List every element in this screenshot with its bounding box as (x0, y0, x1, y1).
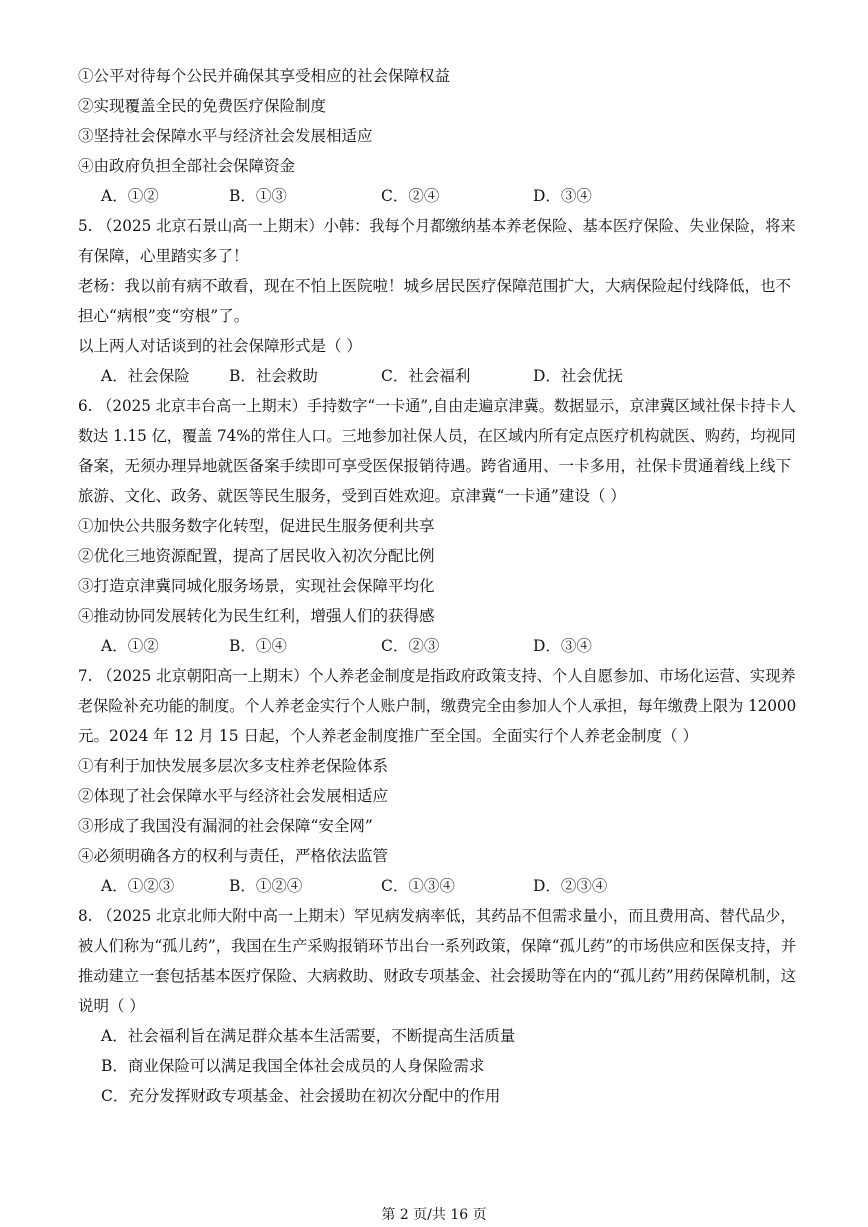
question-5-stem: 老杨：我以前有病不敢看，现在不怕上医院啦！城乡居民医疗保障范围扩大，大病保险起付线降低，也不 (78, 277, 792, 295)
option-b: B．社会救助 (229, 367, 318, 385)
option-d: D．③④ (533, 187, 592, 205)
question-6-stem: 数达 1.15 亿，覆盖 74%的常住人口。三地参加社保人员，在区域内所有定点医疗机构就医、购药，均视同 (78, 427, 796, 445)
statement-2: ②实现覆盖全民的免费医疗保险制度 (78, 97, 327, 115)
question-7-stem: 元。2024 年 12 月 15 日起，个人养老金制度推广至全国。全面实行个人养老金制度（ ） (78, 727, 698, 745)
question-6-stem: 备案，无须办理异地就医备案手续即可享受医保报销待遇。跨省通用、一卡多用，社保卡贯通着线上线下 (78, 457, 792, 475)
option-a: A．①② (101, 187, 159, 205)
question-8-stem: 说明（ ） (78, 997, 145, 1015)
option-c: C．①③④ (381, 877, 455, 895)
option-a: A．①② (101, 637, 159, 655)
option-c: C．充分发挥财政专项基金、社会援助在初次分配中的作用 (101, 1087, 501, 1105)
statement-4: ④由政府负担全部社会保障资金 (78, 157, 296, 175)
option-d: D．②③④ (533, 877, 608, 895)
statement-1: ①加快公共服务数字化转型，促进民生服务便利共享 (78, 517, 435, 535)
question-7-stem: 老保险补充功能的制度。个人养老金实行个人账户制，缴费完全由参加人个人承担，每年缴费上限为 12000 (78, 697, 797, 715)
option-b: B．商业保险可以满足我国全体社会成员的人身保险需求 (101, 1057, 485, 1075)
option-a: A．①②③ (101, 877, 175, 895)
statement-1: ①有利于加快发展多层次多支柱养老保险体系 (78, 757, 389, 775)
question-8-stem: 被人们称为“孤儿药”，我国在生产采购报销环节出台一系列政策，保障“孤儿药”的市场供应和医保支持，并 (78, 937, 797, 955)
statement-2: ②优化三地资源配置，提高了居民收入初次分配比例 (78, 547, 435, 565)
option-b: B．①③ (229, 187, 287, 205)
question-6-stem: 旅游、文化、政务、就医等民生服务，受到百姓欢迎。京津冀“一卡通”建设（ ） (78, 487, 626, 505)
option-a: A．社会保险 (101, 367, 190, 385)
option-c: C．②③ (381, 637, 440, 655)
option-d: D．③④ (533, 637, 592, 655)
question-5-stem: 有保障，心里踏实多了！ (78, 247, 249, 265)
page-number: 第 2 页/共 16 页 (381, 1207, 487, 1223)
option-c: C．②④ (381, 187, 440, 205)
question-7-stem: 7. （2025 北京朝阳高一上期末）个人养老金制度是指政府政策支持、个人自愿参加、市场化运营、实现养 (78, 667, 796, 685)
statement-4: ④必须明确各方的权利与责任，严格依法监管 (78, 847, 389, 865)
option-a: A．社会福利旨在满足群众基本生活需要，不断提高生活质量 (101, 1027, 516, 1045)
question-8-stem: 8. （2025 北京北师大附中高一上期末）罕见病发病率低，其药品不但需求量小，而且费用高、替代品少， (78, 907, 796, 925)
question-5-prompt: 以上两人对话谈到的社会保障形式是（ ） (78, 337, 362, 355)
option-d: D．社会优抚 (533, 367, 623, 385)
option-b: B．①②④ (229, 877, 303, 895)
statement-3: ③形成了我国没有漏洞的社会保障“安全网” (78, 817, 373, 835)
statement-3: ③打造京津冀同城化服务场景，实现社会保障平均化 (78, 577, 435, 595)
question-6-stem: 6. （2025 北京丰台高一上期末）手持数字“一卡通”,自由走遍京津冀。数据显示，京津冀区域社保卡持卡人 (78, 397, 796, 415)
statement-3: ③坚持社会保障水平与经济社会发展相适应 (78, 127, 373, 145)
question-5-stem: 5. （2025 北京石景山高一上期末）小韩：我每个月都缴纳基本养老保险、基本医疗保险、失业保险，将来 (78, 217, 796, 235)
option-c: C．社会福利 (381, 367, 471, 385)
statement-1: ①公平对待每个公民并确保其享受相应的社会保障权益 (78, 67, 451, 85)
question-5-stem: 担心“病根”变“穷根”了。 (78, 307, 250, 325)
statement-2: ②体现了社会保障水平与经济社会发展相适应 (78, 787, 389, 805)
question-8-stem: 推动建立一套包括基本医疗保险、大病救助、财政专项基金、社会援助等在内的“孤儿药”用药保障机制，这 (78, 967, 796, 985)
statement-4: ④推动协同发展转化为民生红利，增强人们的获得感 (78, 607, 435, 625)
option-b: B．①④ (229, 637, 287, 655)
